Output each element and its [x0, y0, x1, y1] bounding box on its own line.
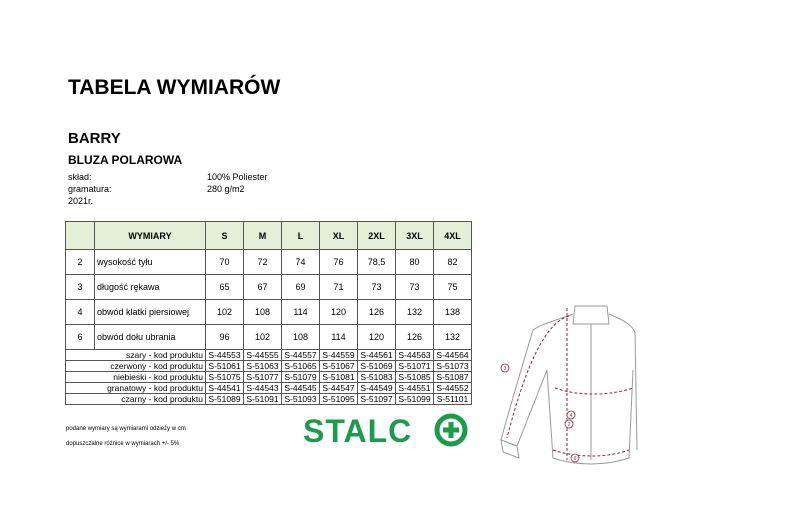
table-cell: 108: [244, 300, 282, 325]
product-code: S-44559: [320, 350, 358, 361]
table-header-row: [66, 222, 472, 250]
product-code: S-44564: [434, 350, 472, 361]
code-row: [66, 361, 472, 372]
table-cell: 82: [434, 250, 472, 275]
table-cell: 120: [358, 325, 396, 350]
table-cell: 71: [320, 275, 358, 300]
measurement-number: 4: [66, 300, 95, 325]
table-cell: 73: [396, 275, 434, 300]
product-code: S-51069: [358, 361, 396, 372]
product-name: BARRY: [68, 130, 121, 147]
product-code: S-44553: [206, 350, 244, 361]
table-cell: 73: [358, 275, 396, 300]
table-row: [66, 300, 472, 325]
product-code: S-51067: [320, 361, 358, 372]
footnote-units: podane wymiary są wymiarami odzieży w cm: [66, 426, 186, 432]
table-cell: 74: [282, 250, 320, 275]
code-row-label: szary - kod produktu: [66, 350, 206, 361]
table-cell: 126: [396, 325, 434, 350]
product-type: BLUZA POLAROWA: [68, 153, 183, 167]
product-code: S-51093: [282, 394, 320, 405]
table-cell: 67: [244, 275, 282, 300]
product-code: S-51095: [320, 394, 358, 405]
product-code: S-44552: [434, 383, 472, 394]
code-row-label: granatowy - kod produktu: [66, 383, 206, 394]
table-cell: 126: [358, 300, 396, 325]
product-code: S-44543: [244, 383, 282, 394]
size-header: L: [282, 222, 320, 250]
spec-value-weight: 280 g/m2: [207, 184, 245, 194]
product-code: S-51089: [206, 394, 244, 405]
code-row: [66, 394, 472, 405]
table-cell: 78,5: [358, 250, 396, 275]
product-code: S-51061: [206, 361, 244, 372]
table-cell: 120: [320, 300, 358, 325]
logo-plus-circle-icon: [437, 416, 465, 444]
size-table: [65, 221, 472, 405]
diagram-marker: 4: [569, 413, 573, 419]
table-cell: 65: [206, 275, 244, 300]
product-code: S-44549: [358, 383, 396, 394]
page-title: TABELA WYMIARÓW: [68, 76, 281, 99]
size-header: 3XL: [396, 222, 434, 250]
table-cell: 102: [244, 325, 282, 350]
size-header: XL: [320, 222, 358, 250]
table-cell: 69: [282, 275, 320, 300]
table-row: [66, 250, 472, 275]
table-cell: 70: [206, 250, 244, 275]
measurement-name: obwód dołu ubrania: [95, 325, 206, 350]
product-code: S-44551: [396, 383, 434, 394]
product-code: S-51101: [434, 394, 472, 405]
table-cell: 114: [320, 325, 358, 350]
table-cell: 108: [282, 325, 320, 350]
table-row: [66, 275, 472, 300]
product-code: S-44561: [358, 350, 396, 361]
logo-text: STALC: [303, 413, 413, 449]
table-row: [66, 325, 472, 350]
product-code: S-51065: [282, 361, 320, 372]
code-row: [66, 372, 472, 383]
size-header: 4XL: [434, 222, 472, 250]
product-code: S-44563: [396, 350, 434, 361]
table-cell: 76: [320, 250, 358, 275]
diagram-marker: 2: [567, 422, 571, 428]
code-row: [66, 350, 472, 361]
measurement-name: długość rękawa: [95, 275, 206, 300]
product-code: S-44545: [282, 383, 320, 394]
diagram-marker: 6: [573, 456, 577, 462]
header-no-cell: [66, 222, 95, 250]
stalco-logo: [303, 412, 469, 455]
measurement-number: 2: [66, 250, 95, 275]
product-code: S-51081: [320, 372, 358, 383]
product-code: S-44555: [244, 350, 282, 361]
product-code: S-51077: [244, 372, 282, 383]
table-cell: 72: [244, 250, 282, 275]
product-code: S-51063: [244, 361, 282, 372]
code-row-label: niebieski - kod produktu: [66, 372, 206, 383]
product-code: S-51091: [244, 394, 282, 405]
table-cell: 96: [206, 325, 244, 350]
product-code: S-51079: [282, 372, 320, 383]
product-code: S-44541: [206, 383, 244, 394]
spec-label-weight: gramatura:: [68, 184, 112, 194]
header-label-cell: WYMIARY: [95, 222, 206, 250]
diagram-marker: 3: [503, 366, 507, 372]
measurement-number: 6: [66, 325, 95, 350]
measurement-name: wysokość tyłu: [95, 250, 206, 275]
size-header: M: [244, 222, 282, 250]
product-code: S-51075: [206, 372, 244, 383]
code-row-label: czerwony - kod produktu: [66, 361, 206, 372]
size-header: 2XL: [358, 222, 396, 250]
code-row: [66, 383, 472, 394]
product-code: S-44557: [282, 350, 320, 361]
product-code: S-51085: [396, 372, 434, 383]
product-code: S-51087: [434, 372, 472, 383]
table-cell: 102: [206, 300, 244, 325]
spec-value-composition: 100% Poliester: [207, 172, 268, 182]
product-code: S-51073: [434, 361, 472, 372]
spec-label-composition: skład:: [68, 172, 92, 182]
table-cell: 80: [396, 250, 434, 275]
measurement-number: 3: [66, 275, 95, 300]
table-cell: 75: [434, 275, 472, 300]
code-row-label: czarny - kod produktu: [66, 394, 206, 405]
jacket-measurement-diagram: [497, 300, 667, 475]
table-cell: 132: [434, 325, 472, 350]
footnote-tolerance: dopuszczalne różnice w wymiarach +/- 5%: [66, 441, 180, 447]
size-header: S: [206, 222, 244, 250]
table-cell: 132: [396, 300, 434, 325]
product-code: S-51071: [396, 361, 434, 372]
table-cell: 138: [434, 300, 472, 325]
measurement-name: obwód klatki piersiowej: [95, 300, 206, 325]
product-code: S-51083: [358, 372, 396, 383]
product-code: S-51099: [396, 394, 434, 405]
table-cell: 114: [282, 300, 320, 325]
product-code: S-44547: [320, 383, 358, 394]
product-code: S-51097: [358, 394, 396, 405]
year-label: 2021r.: [68, 196, 94, 206]
